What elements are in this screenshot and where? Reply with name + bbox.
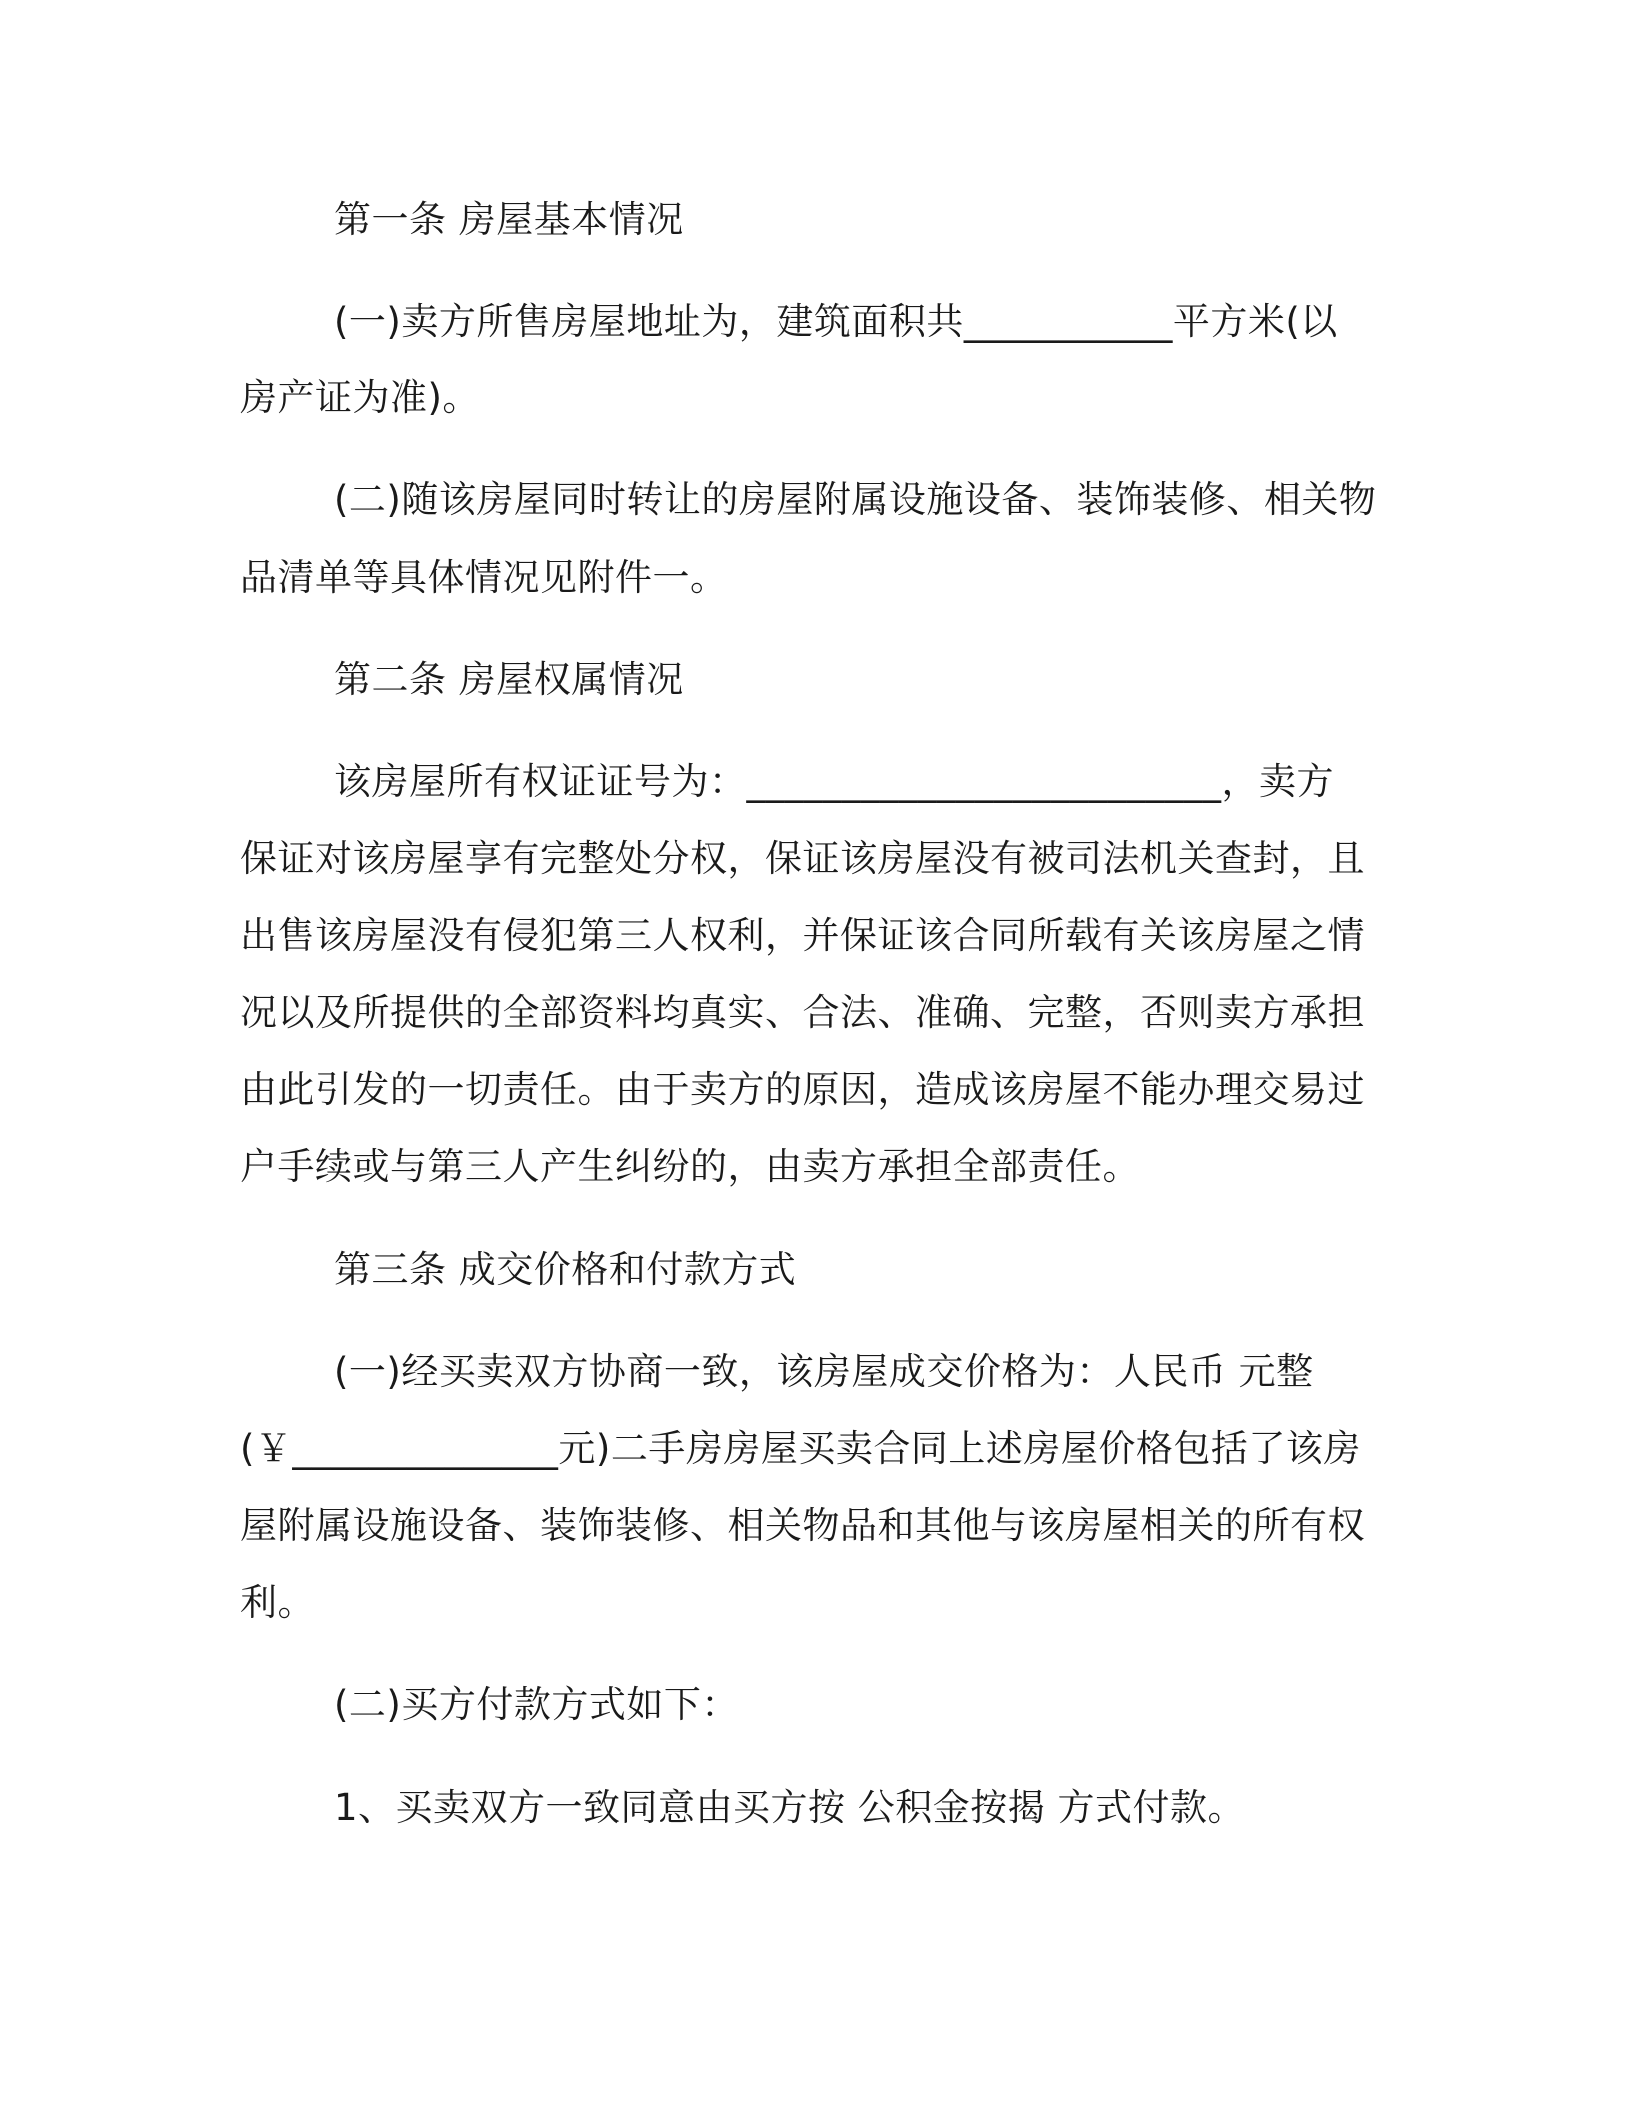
article-2-paragraph-line-6: 户手续或与第三人产生纠纷的，由卖方承担全部责任。 bbox=[240, 1145, 1140, 1188]
article-1-clause-2-line-1: (二)随该房屋同时转让的房屋附属设施设备、装饰装修、相关物 bbox=[334, 478, 1377, 521]
article-1-heading: 第一条 房屋基本情况 bbox=[334, 198, 684, 241]
article-3-clause-1-line-2: (￥______________元)二手房房屋买卖合同上述房屋价格包括了该房 bbox=[240, 1427, 1361, 1470]
article-3-clause-1-line-4: 利。 bbox=[240, 1581, 315, 1624]
article-2-paragraph-line-1: 该房屋所有权证证号为：_________________________，卖方 bbox=[334, 760, 1334, 803]
article-3-clause-2-heading: (二)买方付款方式如下： bbox=[334, 1683, 739, 1726]
article-3-clause-1-line-3: 屋附属设施设备、装饰装修、相关物品和其他与该房屋相关的所有权 bbox=[240, 1504, 1365, 1547]
article-2-paragraph-line-3: 出售该房屋没有侵犯第三人权利，并保证该合同所载有关该房屋之情 bbox=[240, 914, 1365, 957]
article-2-paragraph-line-4: 况以及所提供的全部资料均真实、合法、准确、完整，否则卖方承担 bbox=[240, 991, 1365, 1034]
article-2-heading: 第二条 房屋权属情况 bbox=[334, 658, 684, 701]
article-1-clause-2-line-2: 品清单等具体情况见附件一。 bbox=[240, 556, 728, 599]
article-2-paragraph-line-5: 由此引发的一切责任。由于卖方的原因，造成该房屋不能办理交易过 bbox=[240, 1068, 1365, 1111]
article-1-clause-1-line-2: 房产证为准)。 bbox=[240, 376, 480, 419]
article-2-paragraph-line-2: 保证对该房屋享有完整处分权，保证该房屋没有被司法机关查封，且 bbox=[240, 837, 1365, 880]
article-1-clause-1-line-1: (一)卖方所售房屋地址为，建筑面积共___________平方米(以 bbox=[334, 300, 1338, 343]
article-3-clause-1-line-1: (一)经买卖双方协商一致，该房屋成交价格为：人民币 元整 bbox=[334, 1350, 1314, 1393]
article-3-heading: 第三条 成交价格和付款方式 bbox=[334, 1248, 797, 1291]
article-3-clause-2-item-1: 1、买卖双方一致同意由买方按 公积金按揭 方式付款。 bbox=[334, 1786, 1246, 1829]
